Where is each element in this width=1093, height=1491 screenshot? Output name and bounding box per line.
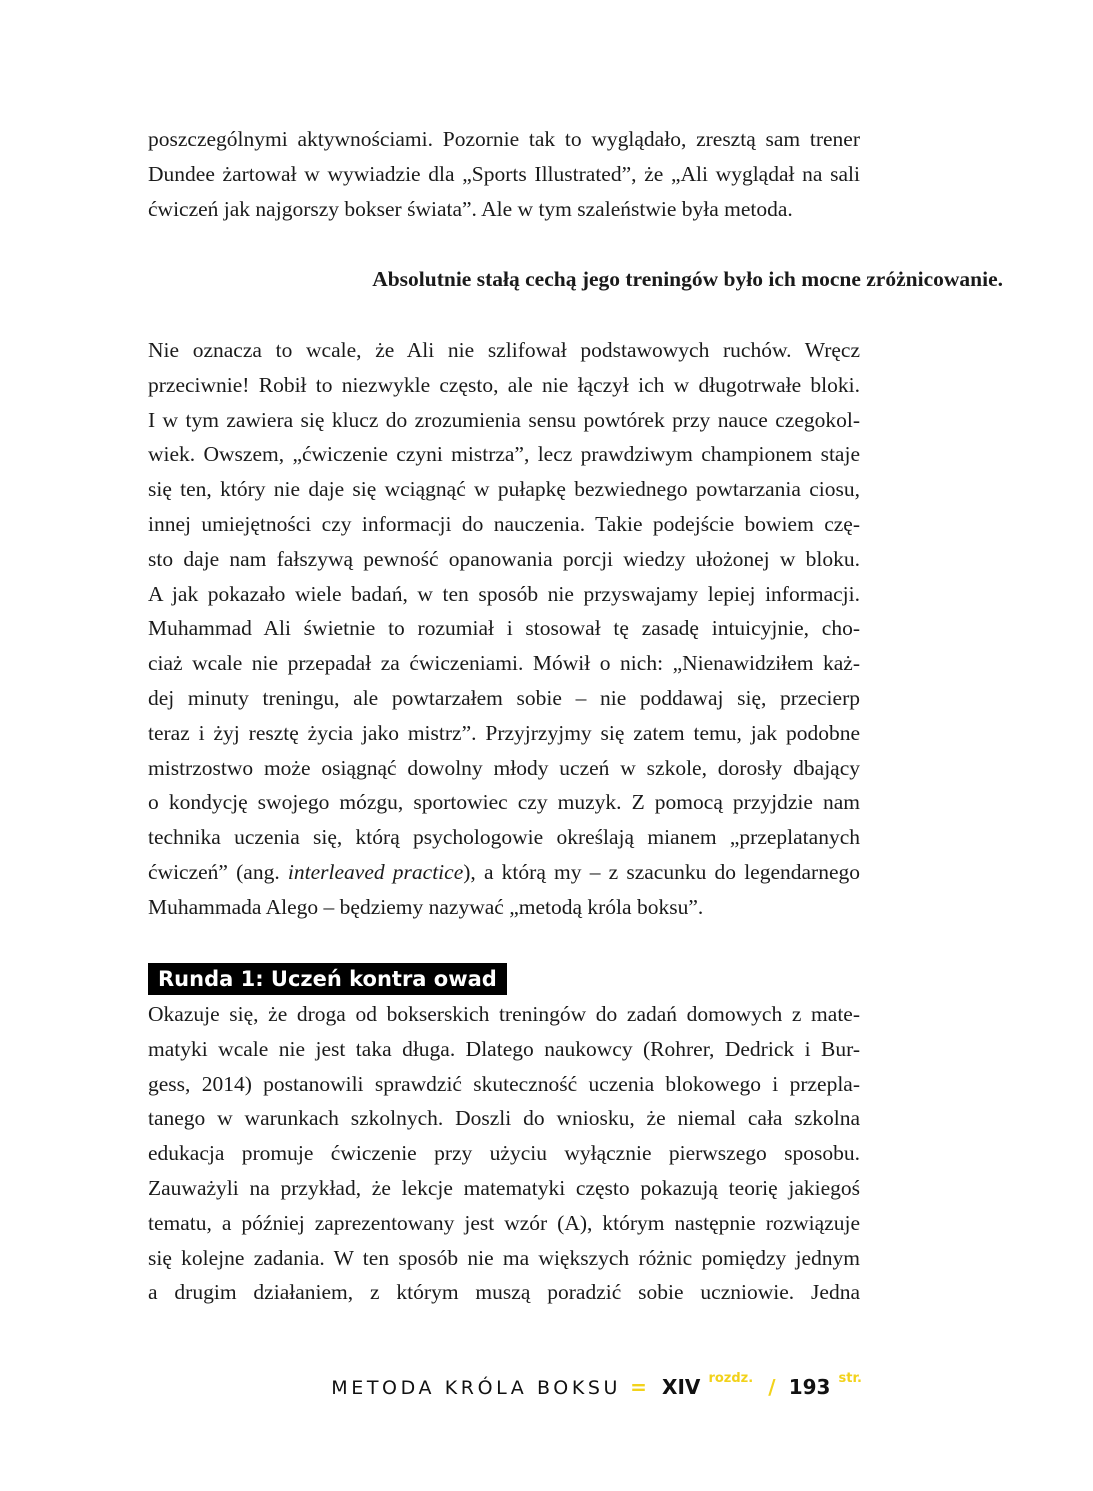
text-line: tematu, a później zaprezentowany jest wzór (A), którym następnie rozwiązuje <box>148 1210 860 1235</box>
text-line: poszczególnymi aktywnościami. Pozornie tak to wyglądało, zresztą sam trener <box>148 127 860 151</box>
text-line-with-italic <box>148 855 860 890</box>
text-line: wiek. Owszem, „ćwiczenie czyni mistrza”, lecz prawdziwym championem staje <box>148 442 860 467</box>
text-line: dej minuty treningu, ale powtarzałem sobie – nie poddawaj się, przecierp <box>148 685 860 710</box>
text-line: się kolejne zadania. W ten sposób nie ma większych różnic pomiędzy jednym <box>148 1245 860 1270</box>
text-line: Dundee żartował w wywiadzie dla „Sports Illustrated”, że „Ali wyglądał na sali <box>148 161 860 186</box>
chapter-number: XIV <box>662 1375 701 1399</box>
equals-sign: = <box>630 1375 647 1399</box>
text-line: technika uczenia się, którą psychologowie określają mianem „przeplatanych <box>148 825 860 850</box>
page-label: str. <box>838 1371 862 1386</box>
body-paragraph-2 <box>148 997 860 1310</box>
footer-separator: / <box>768 1375 776 1399</box>
text-line: a drugim działaniem, z którym muszą poradzić sobie uczniowie. Jedna <box>148 1280 860 1305</box>
text-line: Okazuje się, że droga od bokserskich treningów do zadań domowych z mate- <box>148 1002 860 1026</box>
chapter-label: rozdz. <box>708 1371 754 1386</box>
section-heading: Runda 1: Uczeń kontra owad <box>148 963 507 995</box>
text-line: się ten, który nie daje się wciągnąć w pułapkę bezwiednego powtarzania ciosu, <box>148 477 860 502</box>
intro-paragraph <box>148 122 860 226</box>
text-line: o kondycję swojego mózgu, sportowiec czy muzyk. Z pomocą przyjdzie nam <box>148 790 860 815</box>
text-line: matyki wcale nie jest taka długa. Dlatego naukowcy (Rohrer, Dedrick i Bur- <box>148 1036 860 1061</box>
text-line: edukacja promuje ćwiczenie przy użyciu wyłącznie pierwszego sposobu. <box>148 1141 860 1166</box>
book-title: METODA KRÓLA BOKSU <box>331 1377 622 1399</box>
text-line: sto daje nam fałszywą pewność opanowania porcji wiedzy ułożonej w bloku. <box>148 546 860 571</box>
text-line: przeciwnie! Robił to niezwykle często, ale nie łączył ich w długotrwałe bloki. <box>148 372 860 397</box>
italic-term: interleaved practice <box>287 859 464 884</box>
text-line: I w tym zawiera się klucz do zrozumienia sensu powtórek przy nauce czegokol- <box>148 407 860 432</box>
text-line: A jak pokazało wiele badań, w ten sposób nie przyswajamy lepiej informacji. <box>148 581 860 606</box>
body-paragraph-1 <box>148 333 860 925</box>
page-footer <box>0 1371 862 1415</box>
text-line: Nie oznacza to wcale, że Ali nie szlifował podstawowych ruchów. Wręcz <box>148 338 860 362</box>
pull-quote: Absolutnie stałą cechą jego treningów było ich mocne zróżnicowanie. <box>372 267 1003 291</box>
text-line: tanego w warunkach szkolnych. Doszli do wniosku, że niemal cała szkolna <box>148 1106 860 1131</box>
text-line: Zauważyli na przykład, że lekcje matematyki często pokazują teorię jakiegoś <box>148 1175 860 1200</box>
text-line: Muhammad Ali świetnie to rozumiał i stosował tę zasadę intuicyjnie, cho- <box>148 616 860 641</box>
text-line: ćwiczeń jak najgorszy bokser świata”. Ale w tym szaleństwie była metoda. <box>148 196 793 221</box>
text-line: mistrzostwo może osiągnąć dowolny młody uczeń w szkole, dorosły dbający <box>148 755 860 780</box>
text-line: gess, 2014) postanowili sprawdzić skuteczność uczenia blokowego i przepla- <box>148 1071 860 1096</box>
text-line: ciaż wcale nie przepadał za ćwiczeniami. Mówił o nich: „Nienawidziłem każ- <box>148 651 860 676</box>
text-run: ), a którą my – z szacunku do legendarnego <box>463 859 861 884</box>
text-line: innej umiejętności czy informacji do nauczenia. Takie podejście bowiem czę- <box>148 511 860 536</box>
text-run: ćwiczeń” (ang. <box>148 859 288 884</box>
text-line: Muhammada Alego – będziemy nazywać „metodą króla boksu”. <box>148 894 704 919</box>
page-number: 193 <box>788 1375 831 1399</box>
text-line: teraz i żyj resztę życia jako mistrz”. Przyjrzyjmy się zatem temu, jak podobne <box>148 720 860 745</box>
